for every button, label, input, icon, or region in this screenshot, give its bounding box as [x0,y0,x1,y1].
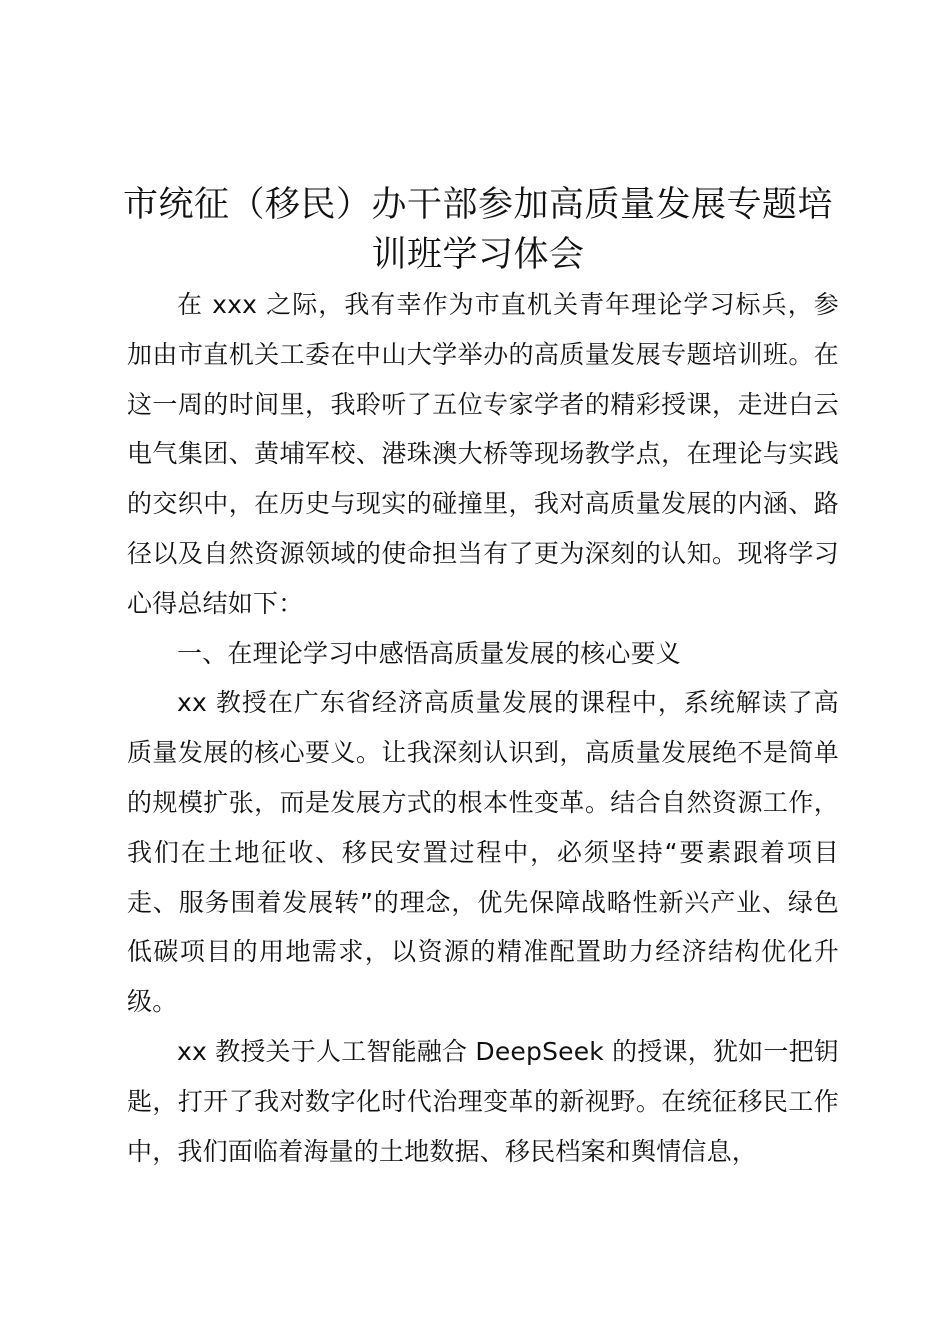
document-body [127,280,839,1176]
document-title: 市统征（移民）办干部参加高质量发展专题培训班学习体会 [122,185,833,275]
body-paragraph-2: xx 教授关于人工智能融合 DeepSeek 的授课，犹如一把钥匙，打开了我对数字化时代治理变革的新视野。在统征移民工作中，我们面临着海量的土地数据、移民档案和舆情信息， [127,1036,839,1166]
intro-paragraph: 在 xxx 之际，我有幸作为市直机关青年理论学习标兵，参加由市直机关工委在中山大学举办的高质量发展专题培训班。在这一周的时间里，我聆听了五位专家学者的精彩授课，走进白云电气集团、黄埔军校、港珠澳大桥等现场教学点，在理论与实践的交织中，在历史与现实的碰撞里，我对高质量发展的内涵、路径以及自然资源领域的使命担当有了更为深刻的认知。现将学习心得总结如下： [127,290,839,618]
section-heading-1: 一、在理论学习中感悟高质量发展的核心要义 [177,638,682,668]
body-paragraph-1: xx 教授在广东省经济高质量发展的课程中，系统解读了高质量发展的核心要义。让我深刻认识到，高质量发展绝不是简单的规模扩张，而是发展方式的根本性变革。结合自然资源工作，我们在土地征收、移民安置过程中，必须坚持“要素跟着项目走、服务围着发展转”的理念，优先保障战略性新兴产业、绿色低碳项目的用地需求，以资源的精准配置助力经济结构优化升级。 [127,688,839,1017]
